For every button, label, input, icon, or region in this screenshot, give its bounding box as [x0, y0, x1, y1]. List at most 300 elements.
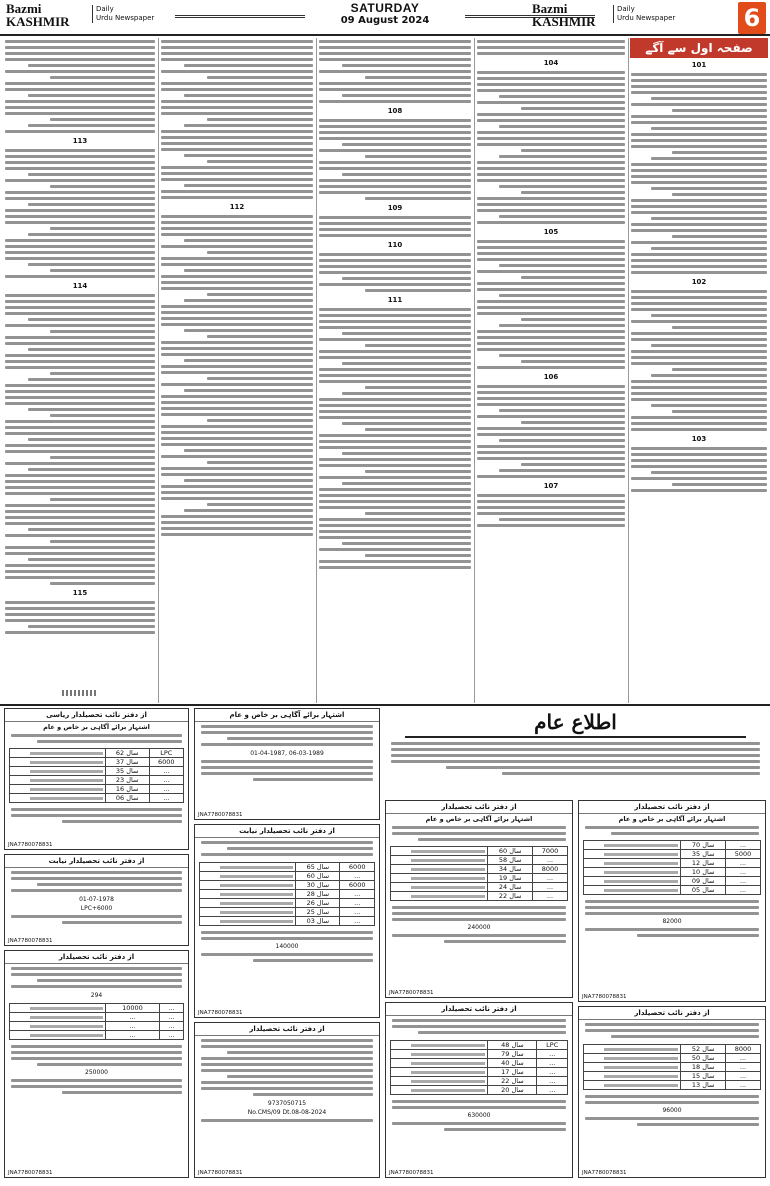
text-line [184, 154, 313, 157]
table-cell: 19 سال [488, 874, 533, 883]
section-number: 111 [387, 296, 403, 304]
table-cell: 26 سال [296, 899, 340, 908]
table-cell: ... [726, 1054, 761, 1063]
table-cell: ... [533, 892, 568, 901]
ad-body [5, 913, 188, 926]
text-line [5, 82, 155, 85]
text-line [319, 259, 471, 262]
table-row [200, 908, 375, 917]
table-cell: ... [533, 874, 568, 883]
text-line [477, 173, 625, 176]
table-cell: 30 سال [296, 881, 340, 890]
table-cell-name [584, 859, 681, 868]
text-line [319, 46, 471, 49]
text-line [477, 306, 625, 309]
ad-body [386, 904, 572, 923]
text-line [342, 143, 471, 146]
text-line [477, 246, 625, 249]
table-cell-name [10, 776, 106, 785]
text-line [5, 197, 155, 200]
text-line [672, 151, 767, 154]
text-line [5, 251, 155, 254]
text-line [499, 354, 625, 357]
ad-body [195, 951, 379, 964]
table-cell: ... [340, 908, 375, 917]
text-line [319, 222, 471, 225]
text-line [631, 79, 767, 82]
text-line [5, 161, 155, 164]
text-line [477, 137, 625, 140]
article-body [630, 445, 768, 494]
table-row [391, 847, 568, 856]
table-cell: ... [340, 917, 375, 926]
text-line [161, 40, 313, 43]
text-line [184, 94, 313, 97]
text-line [5, 462, 155, 465]
text-line [342, 452, 471, 455]
text-line [161, 491, 313, 494]
table-cell: 03 سال [296, 917, 340, 926]
table-cell: 05 سال [681, 886, 726, 895]
text-line [5, 209, 155, 212]
table-row [200, 863, 375, 872]
text-line [5, 130, 155, 133]
text-line [521, 360, 625, 363]
table-cell: ... [105, 1031, 160, 1040]
text-line [365, 197, 471, 200]
text-line [28, 378, 156, 381]
text-line [631, 332, 767, 335]
text-line [672, 368, 767, 371]
text-line [672, 193, 767, 196]
text-line [184, 269, 313, 272]
text-line [5, 396, 155, 399]
table-cell: ... [105, 1022, 160, 1031]
table-row [200, 890, 375, 899]
text-line [631, 139, 767, 142]
text-line [651, 404, 767, 407]
ad-code: JNA7780078831 [389, 1170, 434, 1176]
text-line [319, 326, 471, 329]
table-cell-name [10, 1004, 106, 1013]
article-body [476, 238, 626, 371]
ad-title: از دفتر نائب تحصیلدار [579, 801, 765, 814]
text-line [342, 277, 471, 280]
ad-body [5, 806, 188, 825]
table-cell: 5000 [726, 850, 761, 859]
text-line [207, 377, 313, 380]
article-body [476, 69, 626, 226]
table-cell: ... [537, 1059, 568, 1068]
table-cell: 25 سال [296, 908, 340, 917]
ad-body [195, 722, 379, 749]
text-line [651, 97, 767, 100]
text-line [319, 494, 471, 497]
text-line [631, 175, 767, 178]
ad-table [390, 1040, 568, 1095]
section-number: 101 [691, 61, 707, 69]
text-line [631, 296, 767, 299]
text-line [631, 447, 767, 450]
text-line [651, 471, 767, 474]
table-cell: ... [537, 1050, 568, 1059]
text-line [499, 215, 625, 218]
text-line [5, 306, 155, 309]
text-line [631, 241, 767, 244]
text-line [207, 293, 313, 296]
section-number: 105 [543, 228, 559, 236]
ad-title: از دفتر نائب تحصیلدار نیابت [5, 855, 188, 868]
article-body [4, 599, 156, 636]
text-line [319, 179, 471, 182]
text-line [499, 409, 625, 412]
text-line [319, 70, 471, 73]
text-line [319, 82, 471, 85]
text-line [161, 215, 313, 218]
table-cell-name [391, 856, 488, 865]
table-cell: ... [533, 856, 568, 865]
table-cell: ... [537, 1086, 568, 1095]
text-line [319, 560, 471, 563]
table-cell-name [391, 1068, 488, 1077]
column-divider [316, 38, 317, 703]
ad-date: 01-07-1978 [79, 896, 114, 903]
table-row [10, 1031, 184, 1040]
table-cell-name [391, 883, 488, 892]
text-line [319, 464, 471, 467]
text-line [50, 227, 155, 230]
text-line [5, 366, 155, 369]
text-line [672, 410, 767, 413]
text-line [477, 433, 625, 436]
text-line [319, 52, 471, 55]
table-cell-name [10, 767, 106, 776]
ad-body [579, 824, 765, 837]
table-cell: 60 سال [296, 872, 340, 881]
ad-code: JNA7780078831 [8, 1170, 53, 1176]
ad-title: از دفتر نائب تحصیلدار [386, 1003, 572, 1016]
table-cell: 06 سال [105, 794, 149, 803]
public-notice [385, 708, 766, 796]
text-line [161, 190, 313, 193]
ad-table [583, 1044, 761, 1090]
table-cell: 09 سال [681, 877, 726, 886]
table-row [10, 767, 184, 776]
ad-block [4, 708, 189, 850]
ad-code: JNA7780078831 [582, 1170, 627, 1176]
text-line [631, 121, 767, 124]
text-line [477, 336, 625, 339]
text-line [477, 203, 625, 206]
text-line [631, 163, 767, 166]
text-line [631, 398, 767, 401]
text-line [477, 46, 625, 49]
table-row [584, 859, 761, 868]
text-line [477, 288, 625, 291]
table-cell: ... [726, 859, 761, 868]
text-line [50, 330, 155, 333]
text-line [342, 173, 471, 176]
article-body [318, 38, 472, 105]
table-cell: ... [149, 785, 183, 794]
table-row [584, 850, 761, 859]
text-line [631, 465, 767, 468]
text-line [319, 265, 471, 268]
text-line [477, 209, 625, 212]
text-line [161, 473, 313, 476]
text-line [477, 197, 625, 200]
text-line [5, 504, 155, 507]
text-line [477, 161, 625, 164]
table-cell-name [391, 892, 488, 901]
article-body [4, 292, 156, 587]
table-cell: 50 سال [681, 1054, 726, 1063]
ad-body [579, 1020, 765, 1041]
table-cell-name [584, 850, 681, 859]
text-line [161, 485, 313, 488]
table-cell-name [10, 1031, 106, 1040]
text-line [50, 372, 155, 375]
text-line [319, 338, 471, 341]
text-line [161, 455, 313, 458]
text-line [477, 312, 625, 315]
article-body [630, 71, 768, 276]
text-line [161, 142, 313, 145]
text-line [319, 350, 471, 353]
section-number: 112 [229, 203, 245, 211]
text-line [477, 330, 625, 333]
ad-code: JNA7780078831 [582, 994, 627, 1000]
text-line [477, 240, 625, 243]
text-line [184, 239, 313, 242]
text-line [319, 320, 471, 323]
table-cell-name [200, 908, 296, 917]
text-line [5, 294, 155, 297]
table-cell: ... [726, 886, 761, 895]
table-row [10, 749, 184, 758]
text-line [5, 390, 155, 393]
text-line [631, 392, 767, 395]
text-line [161, 106, 313, 109]
article-body [160, 213, 314, 538]
text-line [477, 143, 625, 146]
text-line [672, 109, 767, 112]
text-line [161, 196, 313, 199]
text-line [477, 475, 625, 478]
text-line [5, 100, 155, 103]
text-line [365, 155, 471, 158]
text-line [477, 77, 625, 80]
table-cell: 70 سال [681, 841, 726, 850]
text-line [477, 342, 625, 345]
table-row [391, 1041, 568, 1050]
ad-lpc: LPC+6000 [80, 905, 113, 912]
text-line [5, 534, 155, 537]
table-cell: ... [149, 794, 183, 803]
ad-body [5, 732, 188, 745]
text-line [161, 221, 313, 224]
text-line [161, 130, 313, 133]
text-line [521, 107, 625, 110]
ad-subtitle: اشتہار برائے آگاہی بر خاص و عام [43, 723, 150, 731]
text-line [184, 184, 313, 187]
text-line [631, 85, 767, 88]
text-line [161, 527, 313, 530]
text-line [342, 94, 471, 97]
text-line [5, 342, 155, 345]
ad-subtitle: اشتہار برائے آگاہی بر خاص و عام [425, 815, 533, 823]
text-line [5, 552, 155, 555]
text-line [207, 503, 313, 506]
text-line [477, 258, 625, 261]
text-line [631, 308, 767, 311]
table-row [391, 1086, 568, 1095]
table-cell: ... [537, 1077, 568, 1086]
text-line [161, 136, 313, 139]
table-row [391, 1077, 568, 1086]
text-line [477, 282, 625, 285]
table-cell: 24 سال [488, 883, 533, 892]
text-line [5, 40, 155, 43]
page-number: 6 [738, 2, 766, 34]
text-line [50, 498, 155, 501]
text-line [28, 438, 156, 441]
text-line [5, 607, 155, 610]
table-cell: ... [149, 767, 183, 776]
table-cell: ... [726, 1063, 761, 1072]
text-line [477, 52, 625, 55]
text-line [161, 263, 313, 266]
text-line [319, 476, 471, 479]
column-3 [318, 38, 472, 703]
table-cell: 52 سال [681, 1045, 726, 1054]
text-line [499, 155, 625, 158]
table-cell-name [584, 841, 681, 850]
text-line [161, 395, 313, 398]
table-cell-name [10, 758, 106, 767]
table-cell: ... [105, 1013, 160, 1022]
table-row [391, 883, 568, 892]
text-line [499, 439, 625, 442]
text-line [28, 558, 156, 561]
table-cell: ... [149, 776, 183, 785]
text-line [319, 283, 471, 286]
text-line [631, 386, 767, 389]
ad-code: JNA7780078831 [8, 842, 53, 848]
table-cell-name [391, 1050, 488, 1059]
text-line [5, 58, 155, 61]
ad-title: از دفتر نائب تحصیلدار [579, 1007, 765, 1020]
text-line [477, 113, 625, 116]
text-line [319, 374, 471, 377]
table-row [391, 1059, 568, 1068]
masthead [0, 0, 770, 36]
section-number: 115 [72, 589, 88, 597]
text-line [499, 518, 625, 521]
ad-table [583, 840, 761, 895]
table-cell-name [584, 1072, 681, 1081]
table-cell: 65 سال [296, 863, 340, 872]
text-line [28, 94, 156, 97]
section-number: 103 [691, 435, 707, 443]
text-line [319, 506, 471, 509]
tagline-left: Daily Urdu Newspaper [92, 5, 154, 23]
text-line [319, 271, 471, 274]
text-line [5, 155, 155, 158]
text-line [161, 341, 313, 344]
text-line [28, 263, 156, 266]
article-body [476, 38, 626, 57]
table-row [584, 1063, 761, 1072]
ad-block [4, 950, 189, 1178]
table-cell-name [391, 1077, 488, 1086]
text-line [631, 489, 767, 492]
article-body [476, 383, 626, 480]
table-row [391, 865, 568, 874]
text-line [631, 453, 767, 456]
day-label: SATURDAY [350, 1, 420, 15]
table-cell-name [10, 1013, 106, 1022]
table-row [391, 1068, 568, 1077]
section-number: 106 [543, 373, 559, 381]
ad-body [195, 758, 379, 783]
table-row [391, 874, 568, 883]
table-row [10, 1013, 184, 1022]
table-cell: 17 سال [488, 1068, 537, 1077]
table-cell-name [200, 890, 296, 899]
text-line [161, 58, 313, 61]
text-line [5, 179, 155, 182]
text-line [161, 166, 313, 169]
text-line [319, 434, 471, 437]
text-line [161, 353, 313, 356]
ad-amount: 96000 [662, 1107, 682, 1114]
article-body [630, 288, 768, 433]
text-line [161, 82, 313, 85]
text-line [5, 564, 155, 567]
text-line [319, 416, 471, 419]
table-row [391, 892, 568, 901]
text-line [161, 497, 313, 500]
text-line [161, 347, 313, 350]
ad-table [9, 1003, 184, 1040]
table-cell: ... [726, 877, 761, 886]
text-line [28, 408, 156, 411]
text-line [207, 419, 313, 422]
text-line [631, 320, 767, 323]
ad-code: JNA7780078831 [198, 1170, 243, 1176]
text-line [5, 257, 155, 260]
text-line [319, 524, 471, 527]
table-cell: 6000 [340, 863, 375, 872]
text-line [319, 518, 471, 521]
table-cell: 6000 [149, 758, 183, 767]
text-line [161, 521, 313, 524]
text-line [631, 338, 767, 341]
text-line [477, 457, 625, 460]
text-line [161, 245, 313, 248]
text-line [365, 428, 471, 431]
table-row [200, 872, 375, 881]
text-line [477, 252, 625, 255]
text-line [161, 52, 313, 55]
section-number: 108 [387, 107, 403, 115]
text-line [477, 385, 625, 388]
table-cell-name [10, 794, 106, 803]
text-line [5, 474, 155, 477]
text-line [631, 477, 767, 480]
text-line [5, 245, 155, 248]
